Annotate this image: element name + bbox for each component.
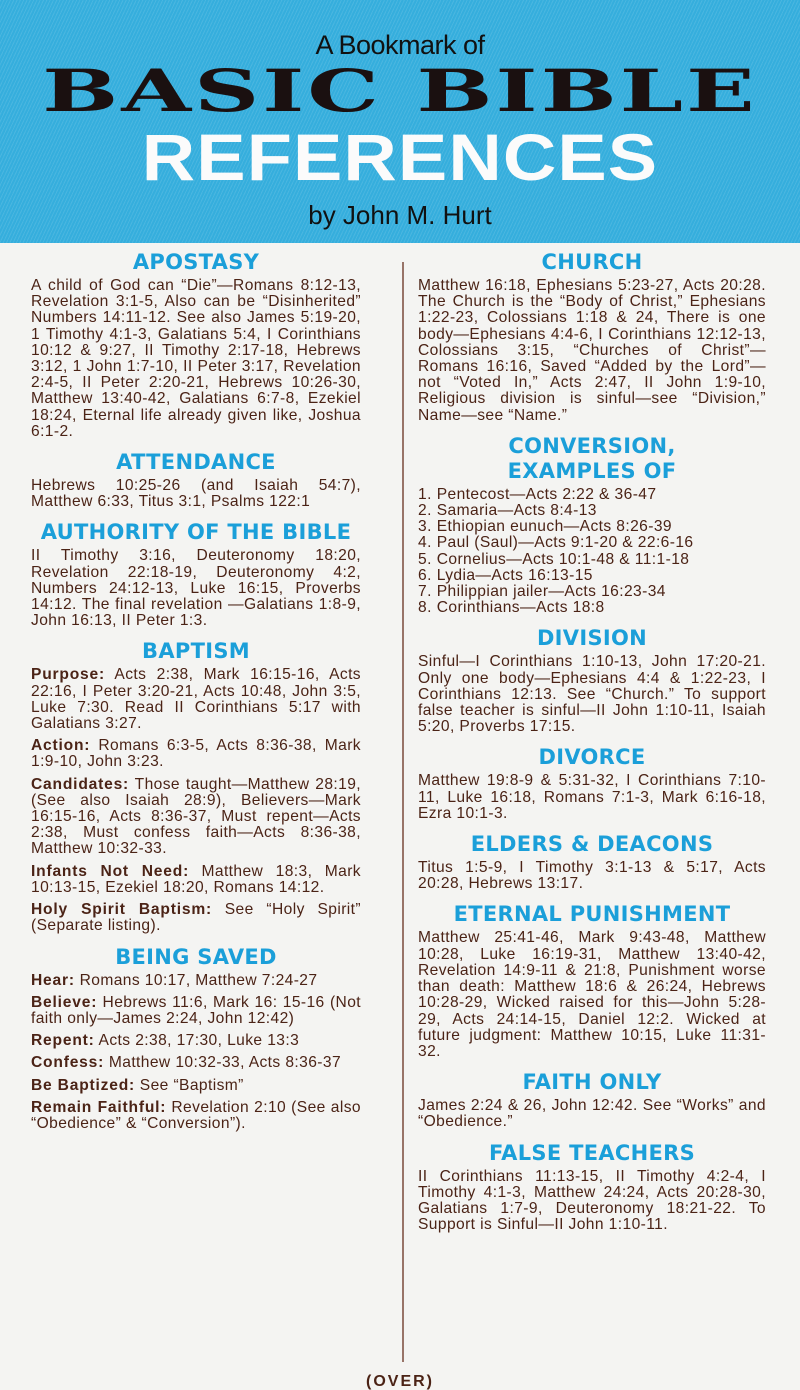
section-false-teachers xyxy=(418,1141,766,1234)
list-number: 3. xyxy=(418,518,432,536)
entry-label: Infants Not Need: xyxy=(31,862,190,880)
section-conversion xyxy=(418,434,766,617)
conversion-list xyxy=(418,487,766,617)
list-text: Samaria—Acts 8:4-13 xyxy=(436,502,597,520)
right-column xyxy=(418,250,766,1243)
entry-believe xyxy=(31,995,361,1027)
section-heading: DIVISION xyxy=(536,626,648,651)
entry-be-baptized xyxy=(31,1078,361,1094)
list-text: Ethiopian eunuch—Acts 8:26-39 xyxy=(436,518,672,536)
entry-label: Holy Spirit Baptism: xyxy=(31,901,212,919)
entry-text: Hebrews 11:6, Mark 16: 15-16 (Not faith only—James 2:24, John 12:42) xyxy=(31,993,361,1027)
section-attendance xyxy=(31,450,361,510)
entry-label: Confess: xyxy=(31,1054,105,1072)
entry-text: Those taught—Matthew 28:19, (See also Isaiah 28:9), Believers—Mark 16:15-16, Acts 8:36-37, Must repent—Acts 2:38, Must confess faith—Acts 8:36-38, Matthew 10:32-33. xyxy=(31,775,361,858)
entry-repent xyxy=(31,1033,361,1049)
entry-label: Action: xyxy=(31,737,91,755)
section-church xyxy=(418,250,766,424)
section-heading: AUTHORITY OF THE BIBLE xyxy=(40,520,352,545)
list-item xyxy=(418,487,766,503)
entry-text: Romans 6:3-5, Acts 8:36-38, Mark 1:9-10, John 3:23. xyxy=(31,737,361,771)
entry-label: Repent: xyxy=(31,1032,95,1050)
list-number: 6. xyxy=(418,566,432,584)
entry-text: Acts 2:38, 17:30, Luke 13:3 xyxy=(98,1032,300,1050)
section-heading: APOSTASY xyxy=(132,250,260,274)
section-text: II Timothy 3:16, Deuteronomy 18:20, Revelation 22:18-19, Deuteronomy 4:2, Numbers 24:12-13, Luke 16:15, Proverbs 14:12. The final revelation —Galatians 1:8-9, John 16:13, II Peter 1:3. xyxy=(31,547,361,630)
section-text: Matthew 25:41-46, Mark 9:43-48, Matthew 10:28, Luke 16:19-31, Matthew 13:40-42, Revelation 14:9-11 & 21:8, Punishment worse than death: Matthew 18:6 & 26:24, Hebrews 10:28-29, Wicked raised for this—John 5:28-29, Acts 24:14-15, Daniel 12:2. Wicked at future judgment: Matthew 10:15, Luke 11:31-32. xyxy=(418,929,766,1060)
entry-action xyxy=(31,738,361,770)
section-heading: BEING SAVED xyxy=(115,944,277,969)
section-baptism xyxy=(31,639,361,934)
entry-text: See “Baptism” xyxy=(139,1076,244,1094)
section-text: Hebrews 10:25-26 (and Isaiah 54:7), Matthew 6:33, Titus 3:1, Psalms 122:1 xyxy=(31,477,361,511)
section-heading: CHURCH xyxy=(541,250,643,274)
list-text: Cornelius—Acts 10:1-48 & 11:1-18 xyxy=(436,550,690,568)
section-text: Matthew 16:18, Ephesians 5:23-27, Acts 20:28. The Church is the “Body of Christ,” Ephesians 1:22-23, Colossians 1:18 & 24, There is one body—Ephesians 4:4-6, I Corinthians 12:12-13, Colossians 3:15, “Churches of Christ”—Romans 16:16, Saved “Added by the Lord”—not “Voted In,” Acts 2:47, II John 1:9-10, Religious division is sinful—see “Division,” Name—see “Name.” xyxy=(418,277,766,424)
heading-line: EXAMPLES OF xyxy=(507,458,677,483)
section-heading: BAPTISM xyxy=(142,639,250,664)
list-text: Paul (Saul)—Acts 9:1-20 & 22:6-16 xyxy=(436,534,694,552)
entry-label: Remain Faithful: xyxy=(31,1098,167,1116)
entry-candidates xyxy=(31,777,361,858)
section-text: Titus 1:5-9, I Timothy 3:1-13 & 5:17, Acts 20:28, Hebrews 13:17. xyxy=(418,859,766,893)
entry-text: Revelation 2:10 (See also “Obedience” & “Conversion”). xyxy=(31,1098,361,1132)
section-heading: ETERNAL PUNISHMENT xyxy=(453,902,731,927)
banner-byline: by John M. Hurt xyxy=(308,200,492,230)
entry-hear xyxy=(31,973,361,989)
entry-label: Hear: xyxy=(31,971,75,989)
list-item xyxy=(418,503,766,519)
section-text: Matthew 19:8-9 & 5:31-32, I Corinthians 7:10-11, Luke 16:18, Romans 7:1-3, Mark 6:16-18, Ezra 10:1-3. xyxy=(418,772,766,822)
section-apostasy xyxy=(31,250,361,440)
entry-text: Romans 10:17, Matthew 7:24-27 xyxy=(79,971,318,989)
section-text: James 2:24 & 26, John 12:42. See “Works” and “Obedience.” xyxy=(418,1097,766,1131)
heading-line: CONVERSION, xyxy=(508,433,676,458)
title-banner xyxy=(0,0,800,243)
list-number: 2. xyxy=(418,502,432,520)
entry-text: See “Holy Spirit” (Separate listing). xyxy=(31,901,362,935)
section-heading: ATTENDANCE xyxy=(116,450,276,475)
entry-text: Matthew 18:3, Mark 10:13-15, Ezekiel 18:20, Romans 14:12. xyxy=(31,862,361,896)
entry-confess xyxy=(31,1055,361,1071)
entry-label: Candidates: xyxy=(31,775,130,793)
over-label: (OVER) xyxy=(366,1373,434,1390)
list-number: 1. xyxy=(418,485,432,503)
list-text: Philippian jailer—Acts 16:23-34 xyxy=(436,583,666,601)
list-text: Corinthians—Acts 18:8 xyxy=(436,599,605,617)
entry-remain-faithful xyxy=(31,1100,361,1132)
section-heading: DIVORCE xyxy=(538,745,646,770)
list-item xyxy=(418,568,766,584)
section-heading: ELDERS & DEACONS xyxy=(470,832,714,857)
list-number: 8. xyxy=(418,599,432,617)
column-divider xyxy=(402,262,404,1362)
list-item xyxy=(418,535,766,551)
list-text: Pentecost—Acts 2:22 & 36-47 xyxy=(436,485,657,503)
list-text: Lydia—Acts 16:13-15 xyxy=(436,566,593,584)
section-heading xyxy=(418,434,766,484)
entry-text: Acts 2:38, Mark 16:15-16, Acts 22:16, I Peter 3:20-21, Acts 10:48, John 3:5, Luke 7:30. Read II Corinthians 5:17 with Galatians 3:27. xyxy=(31,666,361,733)
list-item xyxy=(418,584,766,600)
list-number: 4. xyxy=(418,534,432,552)
section-heading: FAITH ONLY xyxy=(522,1070,662,1095)
section-text: A child of God can “Die”—Romans 8:12-13, Revelation 3:1-5, Also can be “Disinherited” Numbers 14:11-12. See also James 5:19-20, 1 Timothy 4:1-3, Galatians 5:4, I Corinthians 10:12 & 9:27, II Timothy 2:17-18, Hebrews 3:12, 1 John 1:7-10, II Peter 3:17, Revelation 2:4-5, II Peter 2:20-21, Hebrews 10:26-30, Matthew 13:40-42, Galatians 6:7-8, Ezekiel 18:24, Eternal life already given like, Joshua 6:1-2. xyxy=(31,277,361,440)
entry-text: Matthew 10:32-33, Acts 8:36-37 xyxy=(108,1054,342,1072)
banner-title-basic-bible: BASIC BIBLE xyxy=(42,57,758,125)
banner-title-references: REFERENCES xyxy=(141,120,659,194)
section-faith-only xyxy=(418,1070,766,1130)
section-division xyxy=(418,626,766,735)
entry-holy-spirit-baptism xyxy=(31,902,361,934)
list-number: 7. xyxy=(418,583,432,601)
section-authority-of-the-bible xyxy=(31,520,361,629)
entry-infants-not-need xyxy=(31,864,361,896)
section-eternal-punishment xyxy=(418,902,766,1060)
reference-columns xyxy=(0,250,800,1360)
banner-kicker: A Bookmark of xyxy=(315,30,485,60)
list-item xyxy=(418,519,766,535)
entry-purpose xyxy=(31,667,361,732)
section-divorce xyxy=(418,745,766,822)
left-column xyxy=(31,250,361,1142)
list-number: 5. xyxy=(418,550,432,568)
section-text: Sinful—I Corinthians 1:10-13, John 17:20-21. Only one body—Ephesians 4:4 & 1:22-23, I Corinthians 12:13. See “Church.” To support false teacher is sinful—II John 1:10-11, Isaiah 5:20, Proverbs 17:15. xyxy=(418,653,766,736)
entry-label: Be Baptized: xyxy=(31,1076,136,1094)
section-elders-deacons xyxy=(418,832,766,892)
section-heading: FALSE TEACHERS xyxy=(488,1140,696,1165)
list-item xyxy=(418,600,766,616)
list-item xyxy=(418,552,766,568)
entry-label: Believe: xyxy=(31,993,98,1011)
section-being-saved xyxy=(31,945,361,1133)
section-text: II Corinthians 11:13-15, II Timothy 4:2-4, I Timothy 4:1-3, Matthew 24:24, Acts 20:28-30, Galatians 1:7-9, Deuteronomy 18:21-22. To Support is Sinful—II John 1:10-11. xyxy=(418,1167,766,1234)
entry-label: Purpose: xyxy=(31,666,105,684)
